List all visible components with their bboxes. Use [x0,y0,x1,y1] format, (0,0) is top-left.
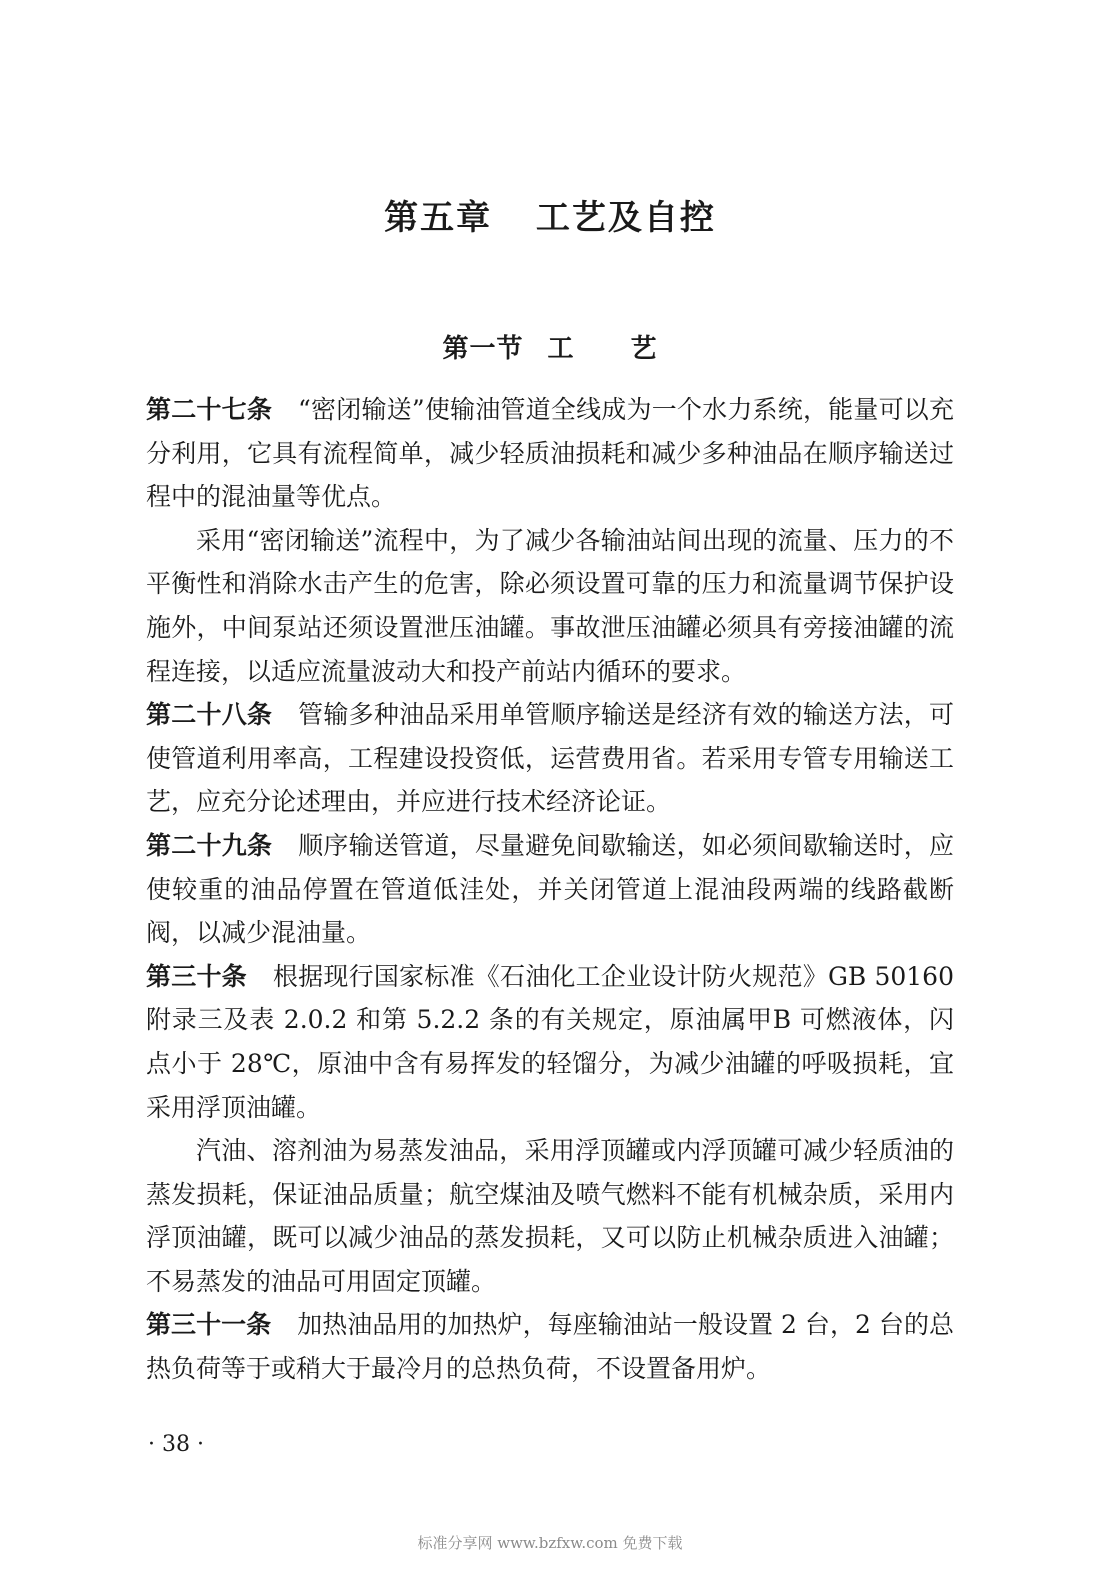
body-text [146,388,954,1391]
article-text: “密闭输送”使输油管道全线成为一个水力系统，能量可以充分利用，它具有流程简单，减少轻质油损耗和减少多种油品在顺序输送过程中的混油量等优点。 [146,395,954,512]
article-28 [146,693,954,824]
chapter-title: 第五章 工艺及自控 [384,198,716,238]
article-30 [146,955,954,1129]
article-31 [146,1303,954,1390]
article-label: 第三十条 [146,961,247,991]
article-text: 根据现行国家标准《石油化工企业设计防火规范》GB 50160附录三及表 2.0.2 和第 5.2.2 条的有关规定，原油属甲B 可燃液体，闪点小于 28℃，原油中含有易挥发的轻馏分，为减少油罐的呼吸损耗，宜采用浮顶油罐。 [146,961,954,1122]
section-title [0,328,1100,365]
paragraph-text: 采用“密闭输送”流程中，为了减少各输油站间出现的流量、压力的不平衡性和消除水击产生的危害，除必须设置可靠的压力和流量调节保护设施外，中间泵站还须设置泄压油罐。事故泄压油罐必须具有旁接油罐的流程连接，以适应流量波动大和投产前站内循环的要求。 [146,525,954,686]
article-label: 第二十八条 [146,700,273,730]
article-text: 顺序输送管道，尽量避免间歇输送，如必须间歇输送时，应使较重的油品停置在管道低洼处，并关闭管道上混油段两端的线路截断阀，以减少混油量。 [146,830,954,948]
watermark-text: 标准分享网 www.bzfxw.com 免费下载 [417,1534,683,1552]
article-text: 加热油品用的加热炉，每座输油站一般设置 2 台，2 台的总热负荷等于或稍大于最冷月的总热负荷，不设置备用炉。 [146,1310,954,1384]
section-title-part2: 艺 [630,334,658,364]
paragraph-text: 汽油、溶剂油为易蒸发油品，采用浮顶罐或内浮顶罐可减少轻质油的蒸发损耗，保证油品质量；航空煤油及喷气燃料不能有机械杂质，采用内浮顶油罐，既可以减少油品的蒸发损耗，又可以防止机械杂质进入油罐；不易蒸发的油品可用固定顶罐。 [146,1136,954,1296]
article-29 [146,824,954,955]
article-text: 管输多种油品采用单管顺序输送是经济有效的输送方法，可使管道利用率高，工程建设投资低，运营费用省。若采用专管专用输送工艺，应充分论述理由，并应进行技术经济论证。 [146,700,954,817]
page-number: · 38 · [148,1432,204,1457]
article-27 [146,388,954,519]
article-30-continuation [146,1129,954,1303]
article-label: 第二十七条 [146,395,273,424]
article-label: 第三十一条 [146,1310,272,1340]
article-label: 第二十九条 [146,830,273,860]
section-title-part1: 工 [547,334,575,364]
article-27-continuation [146,519,954,693]
section-prefix: 第一节 [442,334,524,364]
